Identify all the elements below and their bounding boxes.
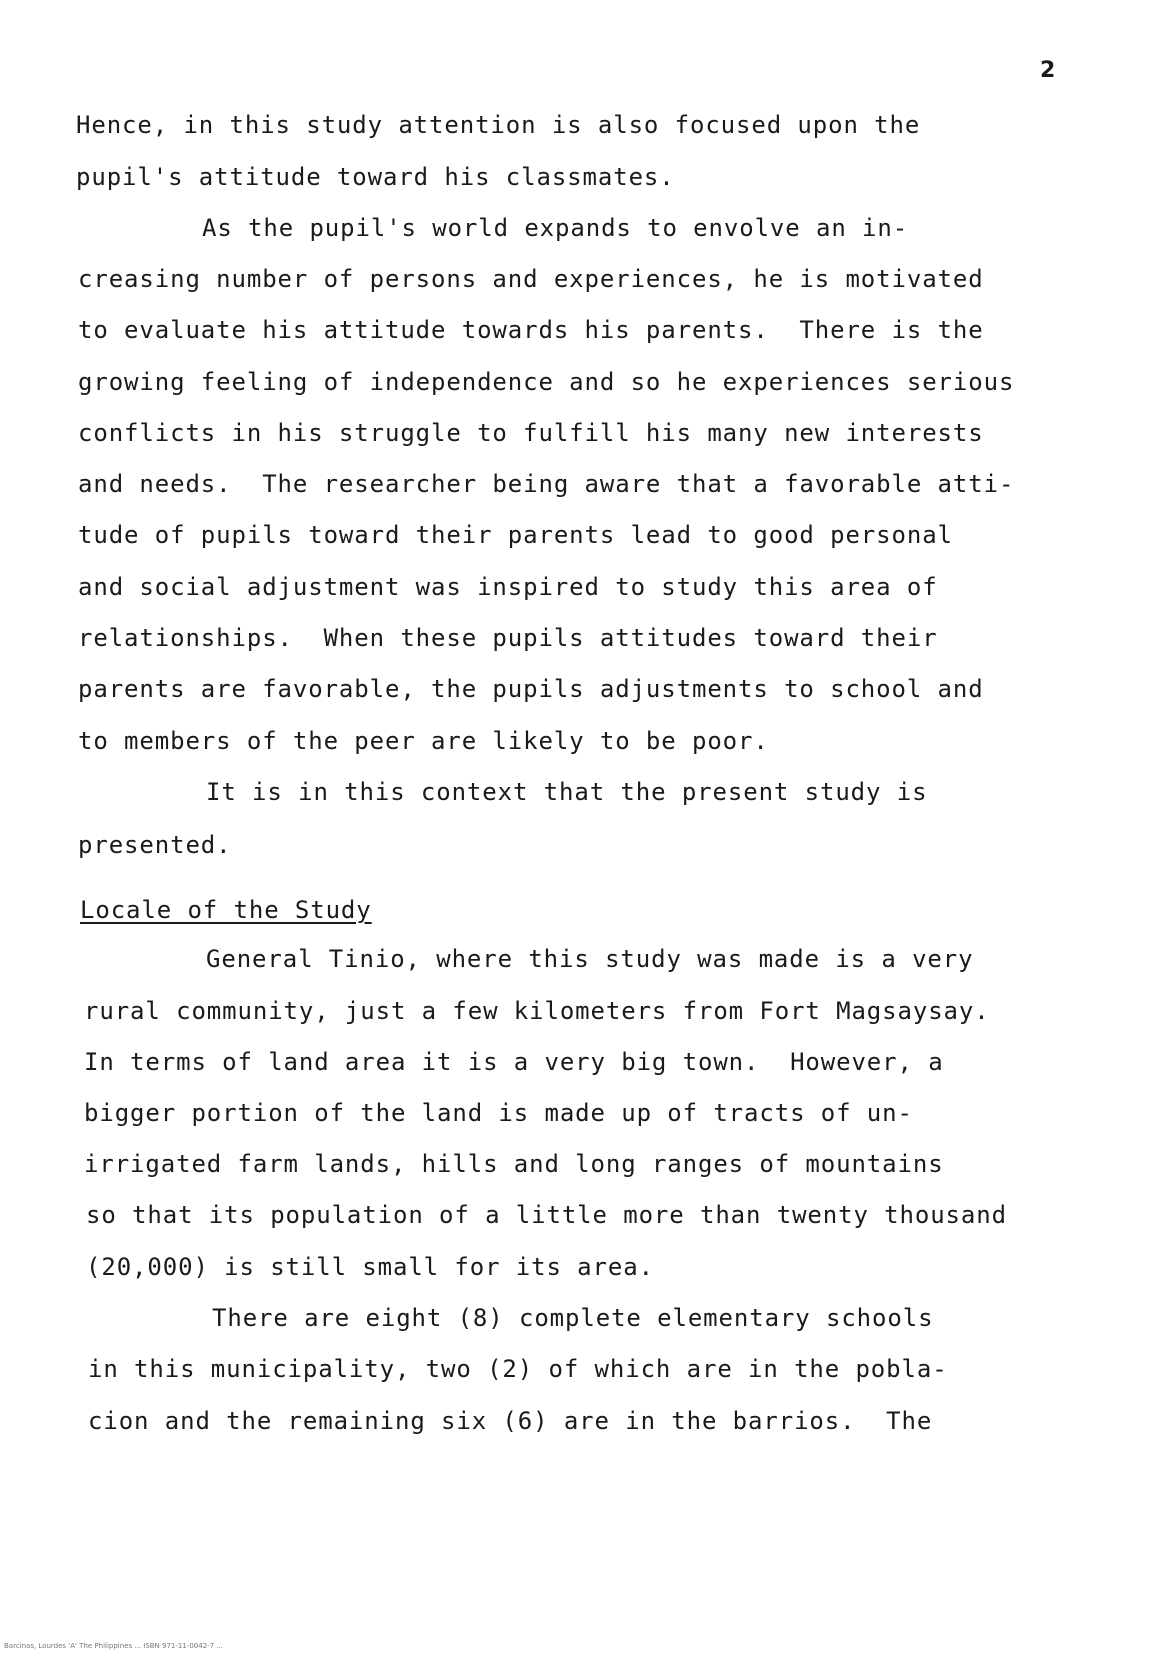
text-line: tude of pupils toward their parents lead to good personal [78,521,953,549]
text-line: growing feeling of independence and so he experiences serious [78,368,1015,396]
text-line: As the pupil's world expands to envolve an in- [202,214,909,242]
text-line: pupil's attitude toward his classmates. [76,163,675,191]
section-heading: Locale of the Study [80,896,372,924]
text-line: to evaluate his attitude towards his parents. There is the [78,316,984,344]
text-line: so that its population of a little more than twenty thousand [86,1201,1007,1229]
text-line: There are eight (8) complete elementary schools [212,1304,934,1332]
text-line: bigger portion of the land is made up of tracts of un- [84,1099,913,1127]
text-line: It is in this context that the present study is [206,778,928,806]
text-line: presented. [78,831,232,859]
text-line: cion and the remaining six (6) are in the barrios. The [88,1407,933,1435]
text-line: in this municipality, two (2) of which are in the pobla- [88,1355,948,1383]
text-line: rural community, just a few kilometers from Fort Magsaysay. [84,997,990,1025]
text-line: parents are favorable, the pupils adjustments to school and [78,675,984,703]
text-line: (20,000) is still small for its area. [86,1253,654,1281]
text-line: conflicts in his struggle to fulfill his many new interests [78,419,984,447]
text-line: relationships. When these pupils attitudes toward their [78,624,938,652]
text-line: irrigated farm lands, hills and long ranges of mountains [84,1150,944,1178]
text-line: to members of the peer are likely to be poor. [78,727,769,755]
text-line: In terms of land area it is a very big town. However, a [84,1048,944,1076]
text-line: General Tinio, where this study was made is a very [206,945,974,973]
text-line: and needs. The researcher being aware that a favorable atti- [78,470,1015,498]
footer-note: Barcinas, Lourdes 'A' The Philippines ... ISBN 971-11-0042-7 ... [4,1642,224,1650]
text-line: Hence, in this study attention is also focused upon the [76,111,921,139]
page-number: 2 [1040,58,1056,83]
text-line: creasing number of persons and experiences, he is motivated [78,265,984,293]
text-line: and social adjustment was inspired to study this area of [78,573,938,601]
